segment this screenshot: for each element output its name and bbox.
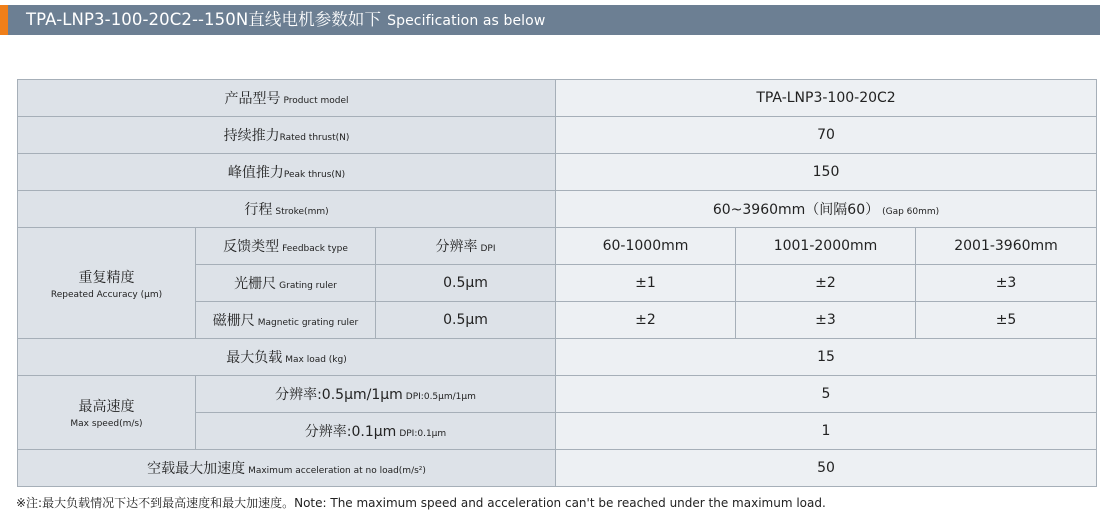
title-cn: TPA-LNP3-100-20C2--150N直线电机参数如下	[26, 10, 382, 29]
max-speed-value-1: 5	[556, 376, 1097, 413]
row-product-model	[18, 80, 1097, 117]
grating-accuracy-2: ±2	[736, 265, 916, 302]
magnetic-ruler-dpi: 0.5μm	[376, 302, 556, 339]
row-accuracy-header	[18, 228, 1097, 265]
max-load-value: 15	[556, 339, 1097, 376]
magnetic-accuracy-1: ±2	[556, 302, 736, 339]
range-header-1: 60-1000mm	[556, 228, 736, 265]
peak-thrust-label: 峰值推力Peak thrus(N)	[18, 154, 556, 191]
grating-accuracy-3: ±3	[916, 265, 1097, 302]
row-max-speed-1	[18, 376, 1097, 413]
product-model-value: TPA-LNP3-100-20C2	[556, 80, 1097, 117]
grating-ruler-label: 光栅尺 Grating ruler	[196, 265, 376, 302]
row-peak-thrust	[18, 154, 1097, 191]
footnote: ※注:最大负载情况下达不到最高速度和最大加速度。Note: The maximum speed and acceleration can't be reached under the maximum load.	[16, 496, 826, 510]
product-model-label: 产品型号 Product model	[18, 80, 556, 117]
row-max-accel	[18, 450, 1097, 487]
stroke-label: 行程 Stroke(mm)	[18, 191, 556, 228]
header-bar	[0, 5, 1100, 35]
max-speed-label: 最高速度 Max speed(m/s)	[18, 376, 196, 450]
grating-ruler-dpi: 0.5μm	[376, 265, 556, 302]
dpi-header: 分辨率 DPI	[376, 228, 556, 265]
magnetic-ruler-label: 磁栅尺 Magnetic grating ruler	[196, 302, 376, 339]
row-stroke	[18, 191, 1097, 228]
page-title	[26, 5, 545, 35]
magnetic-accuracy-2: ±3	[736, 302, 916, 339]
range-header-3: 2001-3960mm	[916, 228, 1097, 265]
peak-thrust-value: 150	[556, 154, 1097, 191]
rated-thrust-value: 70	[556, 117, 1097, 154]
max-speed-value-2: 1	[556, 413, 1097, 450]
max-accel-label: 空载最大加速度 Maximum acceleration at no load(m/s²)	[18, 450, 556, 487]
title-en: Specification as below	[387, 13, 546, 29]
magnetic-accuracy-3: ±5	[916, 302, 1097, 339]
range-header-2: 1001-2000mm	[736, 228, 916, 265]
max-load-label: 最大负载 Max load (kg)	[18, 339, 556, 376]
max-speed-dpi-1-label: 分辨率:0.5μm/1μm DPI:0.5μm/1μm	[196, 376, 556, 413]
repeat-accuracy-label: 重复精度 Repeated Accuracy (μm)	[18, 228, 196, 339]
row-rated-thrust	[18, 117, 1097, 154]
max-speed-dpi-2-label: 分辨率:0.1μm DPI:0.1μm	[196, 413, 556, 450]
max-accel-value: 50	[556, 450, 1097, 487]
row-max-load	[18, 339, 1097, 376]
header-accent	[0, 5, 8, 35]
feedback-type-header: 反馈类型 Feedback type	[196, 228, 376, 265]
grating-accuracy-1: ±1	[556, 265, 736, 302]
rated-thrust-label: 持续推力Rated thrust(N)	[18, 117, 556, 154]
spec-table	[17, 79, 1097, 487]
stroke-value: 60~3960mm（间隔60） (Gap 60mm)	[556, 191, 1097, 228]
